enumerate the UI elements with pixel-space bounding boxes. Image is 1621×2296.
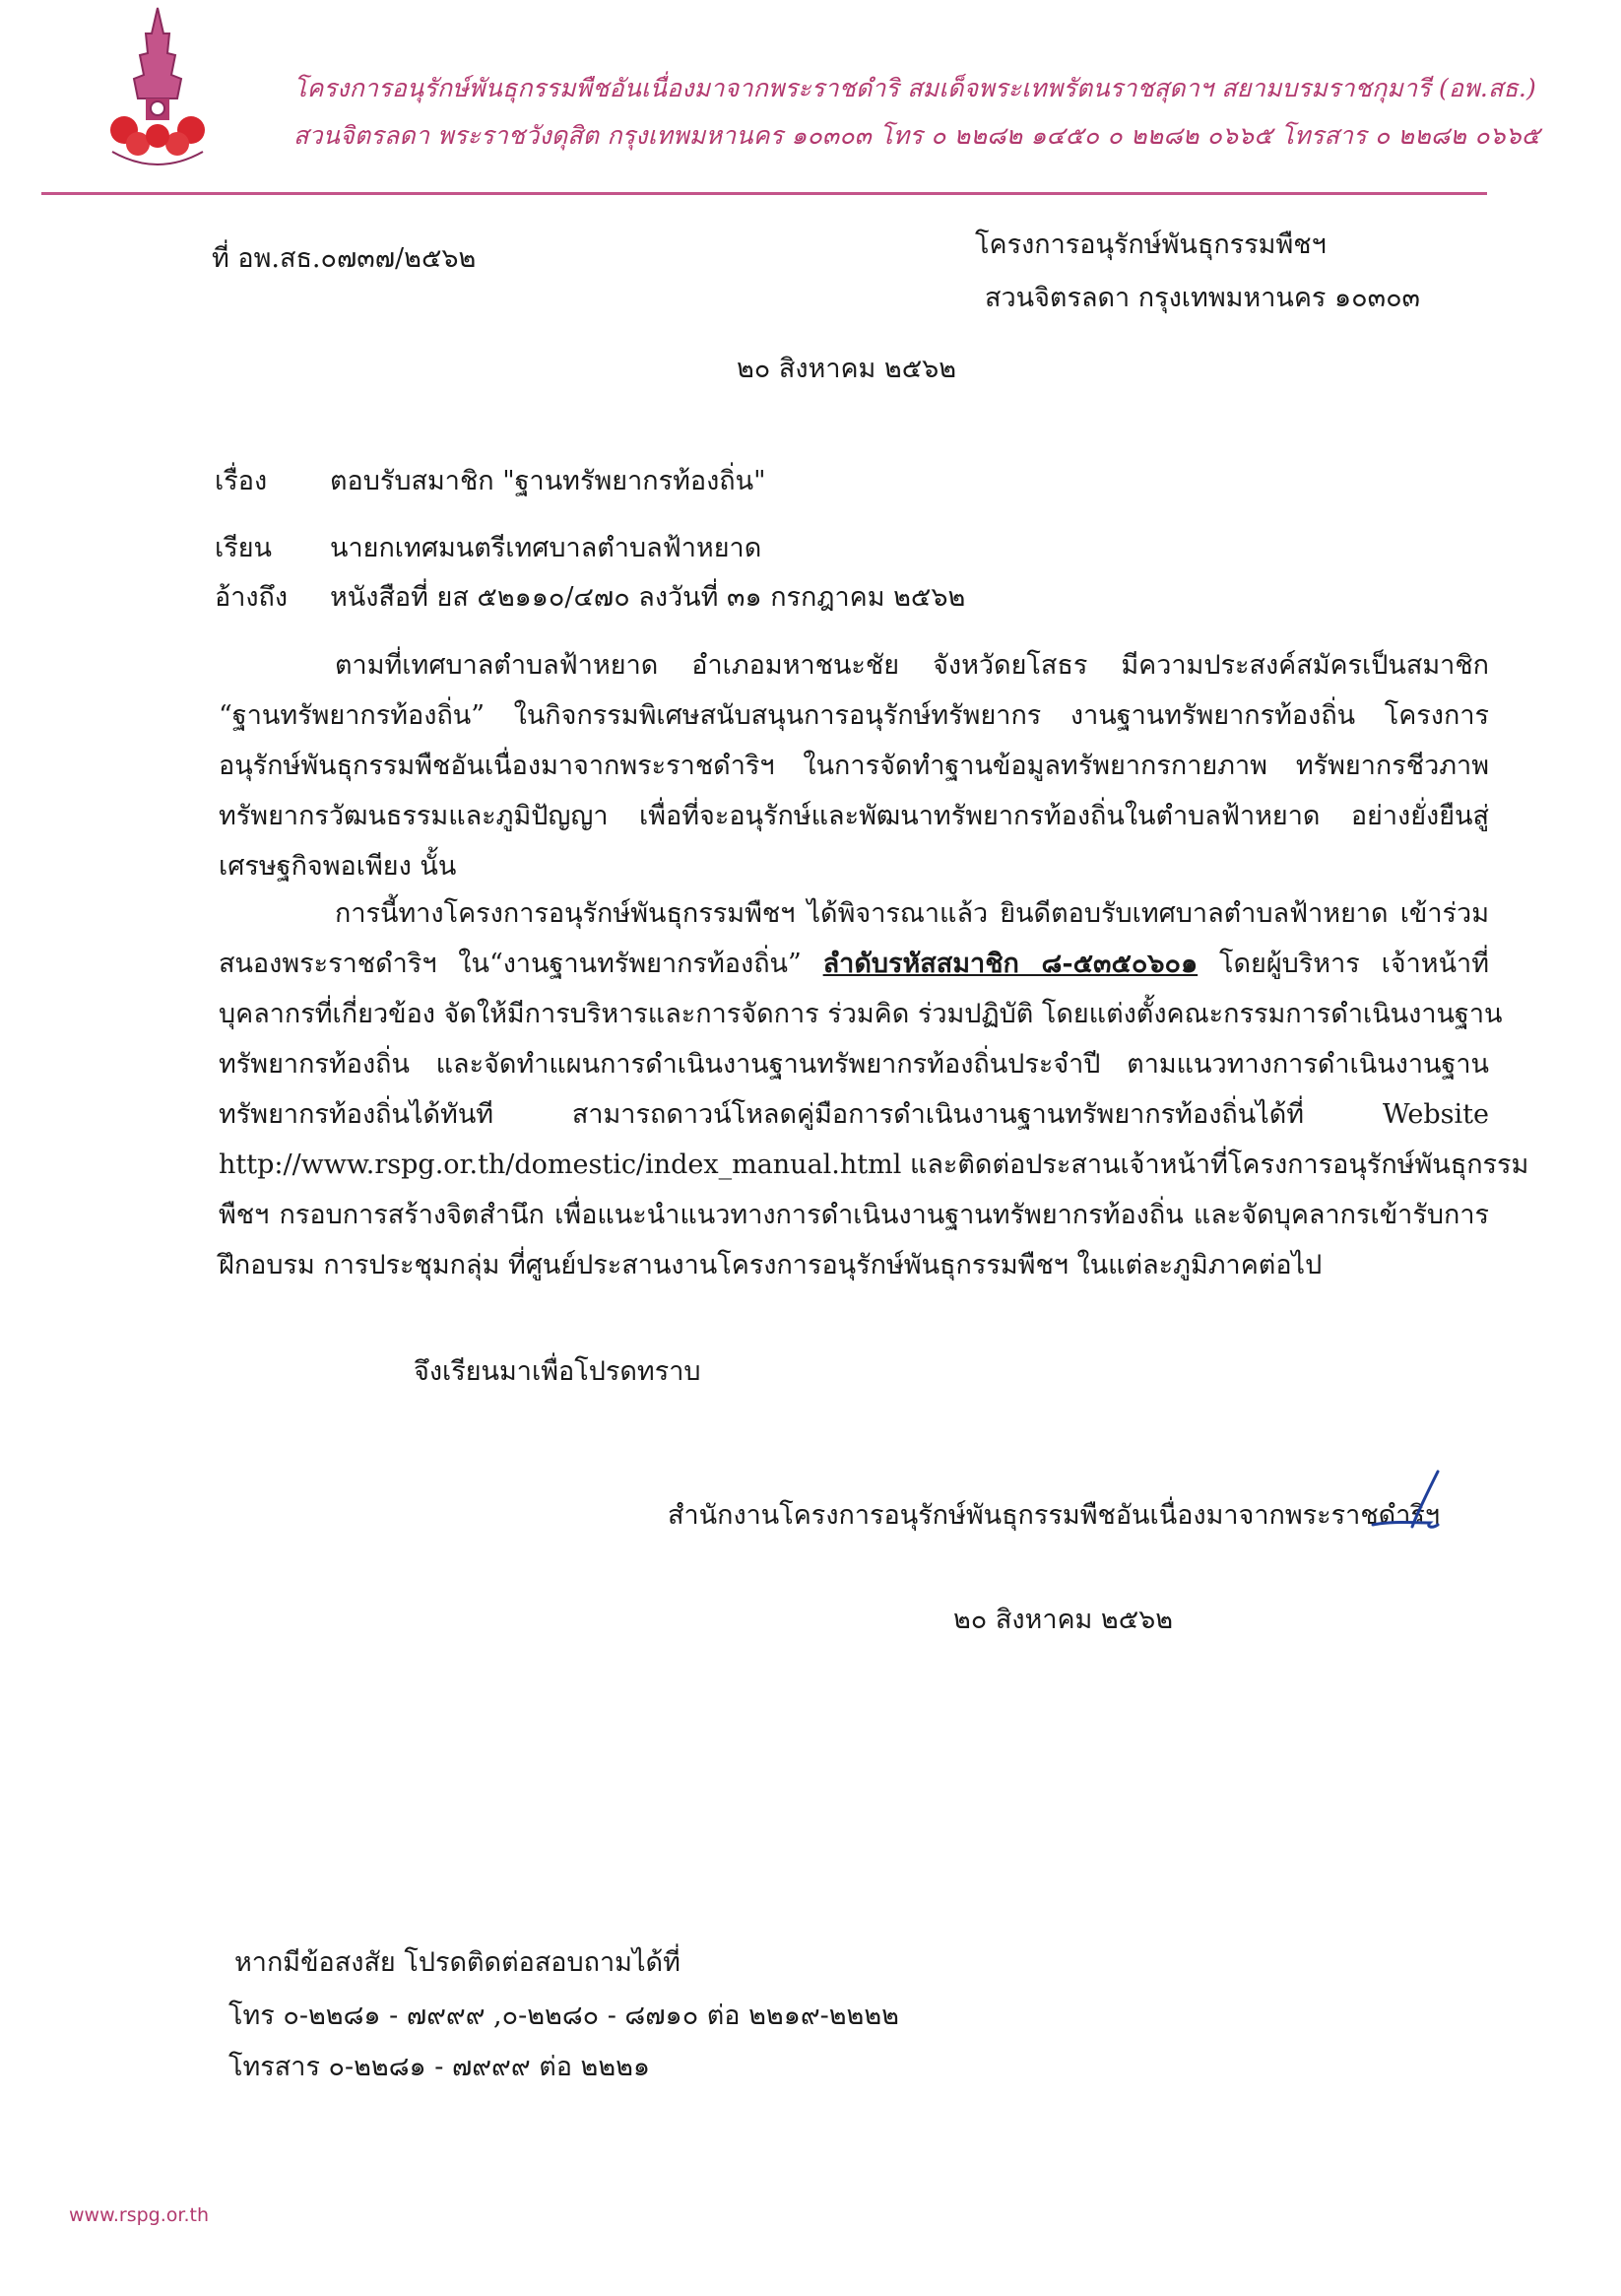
paragraph-line: ทรัพยากรวัฒนธรรมและภูมิปัญญา เพื่อที่จะอนุรักษ์และพัฒนาทรัพยากรท้องถิ่นในตำบลฟ้าหยาด อย่างยั่งยืนสู่ bbox=[219, 801, 1489, 831]
contact-intro: หากมีข้อสงสัย โปรดติดต่อสอบถามได้ที่ bbox=[234, 1947, 681, 1978]
subject-text: ตอบรับสมาชิก "ฐานทรัพยากรท้องถิ่น" bbox=[330, 466, 766, 496]
reference-text: หนังสือที่ ยส ๕๒๑๑๐/๔๗๐ ลงวันที่ ๓๑ กรกฎาคม ๒๕๖๒ bbox=[330, 582, 966, 613]
paragraph-line: เศรษฐกิจพอเพียง นั้น bbox=[219, 851, 457, 882]
contact-fax: โทรสาร ๐-๒๒๘๑ - ๗๙๙๙ ต่อ ๒๒๒๑ bbox=[228, 2052, 651, 2082]
footer-website: www.rspg.or.th bbox=[69, 2204, 210, 2226]
letterhead-line-1: โครงการอนุรักษ์พันธุกรรมพืชอันเนื่องมาจากพระราชดำริ สมเด็จพระเทพรัตนราชสุดาฯ สยามบรมราชกุมารี (อพ.สธ.) bbox=[293, 74, 1536, 102]
recipient-label: เรียน bbox=[215, 533, 273, 563]
sender-name: โครงการอนุรักษ์พันธุกรรมพืชฯ bbox=[975, 230, 1327, 260]
contact-phone: โทร ๐-๒๒๘๑ - ๗๙๙๙ ,๐-๒๒๘๐ - ๘๗๑๐ ต่อ ๒๒๑๙-๒๒๒๒ bbox=[228, 2001, 899, 2031]
paragraph-line: การนี้ทางโครงการอนุรักษ์พันธุกรรมพืชฯ ได้พิจารณาแล้ว ยินดีตอบรับเทศบาลตำบลฟ้าหยาด เข้าร่วม bbox=[335, 898, 1489, 929]
paragraph-line: ตามที่เทศบาลตำบลฟ้าหยาด อำเภอมหาชนะชัย จังหวัดยโสธร มีความประสงค์สมัครเป็นสมาชิก bbox=[335, 650, 1489, 681]
paragraph-line: ทรัพยากรท้องถิ่นได้ทันที สามารถดาวน์โหลดคู่มือการดำเนินงานฐานทรัพยากรท้องถิ่นได้ที่ Website bbox=[219, 1099, 1489, 1130]
letterhead-line-2: สวนจิตรลดา พระราชวังดุสิต กรุงเทพมหานคร ๑๐๓๐๓ โทร ๐ ๒๒๘๒ ๑๔๕๐ ๐ ๒๒๘๒ ๐๖๖๕ โทรสาร ๐ ๒๒๘๒ ๐๖๖๕ bbox=[293, 121, 1540, 150]
letter-date: ๒๐ สิงหาคม ๒๕๖๒ bbox=[737, 354, 957, 384]
handwritten-signature-icon bbox=[1369, 1468, 1458, 1537]
subject-label: เรื่อง bbox=[215, 466, 268, 496]
body-paragraph-2 bbox=[219, 888, 1529, 1290]
paragraph-line: ฝึกอบรม การประชุมกลุ่ม ที่ศูนย์ประสานงานโครงการอนุรักษ์พันธุกรรมพืชฯ ในแต่ละภูมิภาคต่อไป bbox=[219, 1250, 1323, 1280]
signature-organization: สำนักงานโครงการอนุรักษ์พันธุกรรมพืชอันเนื่องมาจากพระราชดำริฯ bbox=[668, 1500, 1441, 1531]
closing-text: จึงเรียนมาเพื่อโปรดทราบ bbox=[414, 1356, 701, 1387]
paragraph-segment: โดยผู้บริหาร เจ้าหน้าที่ bbox=[1218, 949, 1489, 979]
paragraph-line: http://www.rspg.or.th/domestic/index_manual.html และติดต่อประสานเจ้าหน้าที่โครงการอนุรักษ์พันธุกรรม bbox=[219, 1149, 1529, 1180]
document-reference-number: ที่ อพ.สธ.๐๗๓๗/๒๕๖๒ bbox=[212, 243, 477, 274]
body-paragraph-1 bbox=[219, 640, 1489, 891]
paragraph-line: พืชฯ กรอบการสร้างจิตสำนึก เพื่อแนะนำแนวทางการดำเนินงานฐานทรัพยากรท้องถิ่น และจัดบุคลากรเข้ารับการ bbox=[219, 1200, 1489, 1230]
reference-label: อ้างถึง bbox=[215, 582, 289, 613]
sender-address: สวนจิตรลดา กรุงเทพมหานคร ๑๐๓๐๓ bbox=[985, 283, 1421, 313]
paragraph-line: ทรัพยากรท้องถิ่น และจัดทำแผนการดำเนินงานฐานทรัพยากรท้องถิ่นประจำปี ตามแนวทางการดำเนินงานฐาน bbox=[219, 1049, 1489, 1080]
paragraph-line: อนุรักษ์พันธุกรรมพืชอันเนื่องมาจากพระราชดำริฯ ในการจัดทำฐานข้อมูลทรัพยากรกายภาพ ทรัพยากรชีวภาพ bbox=[219, 751, 1489, 781]
paragraph-segment: สนองพระราชดำริฯ ใน“งานฐานทรัพยากรท้องถิ่น” bbox=[219, 949, 802, 979]
header-divider bbox=[41, 192, 1487, 195]
paragraph-line: บุคลากรที่เกี่ยวข้อง จัดให้มีการบริหารและการจัดการ ร่วมคิด ร่วมปฏิบัติ โดยแต่งตั้งคณะกรรมการดำเนินงานฐาน bbox=[219, 999, 1503, 1029]
recipient-text: นายกเทศมนตรีเทศบาลตำบลฟ้าหยาด bbox=[330, 533, 762, 563]
paragraph-line bbox=[219, 939, 1489, 989]
member-code: ลำดับรหัสสมาชิก ๘-๕๓๕๐๖๐๑ bbox=[822, 949, 1199, 979]
signature-date: ๒๐ สิงหาคม ๒๕๖๒ bbox=[953, 1605, 1174, 1635]
rspg-emblem-icon bbox=[98, 4, 217, 169]
paragraph-line: “ฐานทรัพยากรท้องถิ่น” ในกิจกรรมพิเศษสนับสนุนการอนุรักษ์ทรัพยากร งานฐานทรัพยากรท้องถิ่น โครงการ bbox=[219, 700, 1489, 731]
